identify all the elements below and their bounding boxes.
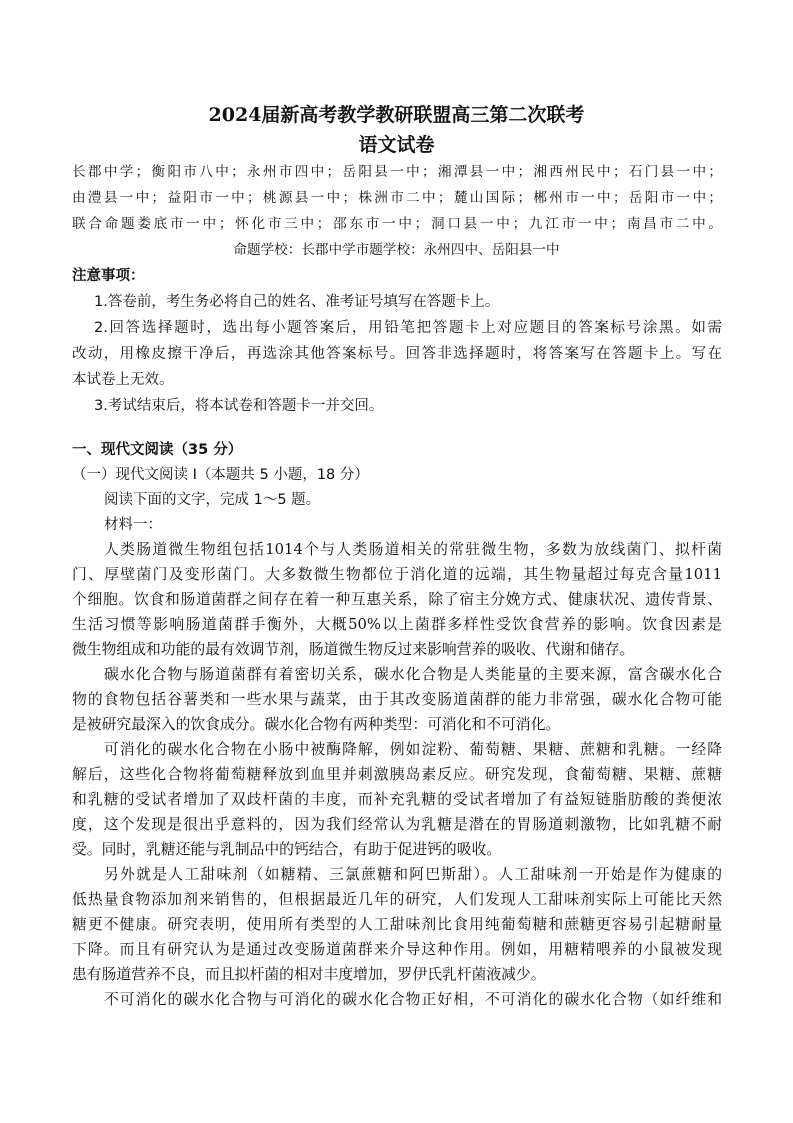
passage-line: 解后，这些化合物将葡萄糖释放到血里并刺激胰岛素反应。研究发现，食葡萄糖、果糖、蔗糖	[72, 766, 722, 783]
notice-item: 本试卷上无效。	[72, 372, 174, 388]
school-list-line: 长郡中学；衡阳市八中；永州市四中；岳阳县一中；湘潭县一中；湘西州民中；石门县一中；	[72, 164, 722, 180]
passage-line: 人类肠道微生物组包括1014个与人类肠道相关的常驻微生物，多数为放线菌门、拟杆菌	[104, 541, 722, 558]
section-subheading: （一）现代文阅读 I（本题共 5 小题，18 分）	[72, 467, 369, 483]
passage-line: 碳水化合物与肠道菌群有着密切关系，碳水化合物是人类能量的主要来源，富含碳水化合	[104, 666, 722, 683]
material-label: 材料一：	[104, 517, 162, 533]
school-list-line: 由澧县一中；益阳市一中；桃源县一中；株洲市二中；麓山国际；郴州市一中；岳阳市一中；	[72, 190, 722, 206]
reading-instruction: 阅读下面的文字，完成 1～5 题。	[104, 492, 321, 508]
passage-line: 度，这个发现是很出乎意料的，因为我们经常认为乳糖是潜在的胃肠道刺激物，比如乳糖不耐	[72, 816, 722, 833]
notice-heading: 注意事项：	[72, 268, 145, 284]
exam-subtitle: 语文试卷	[358, 134, 435, 156]
passage-line: 可消化的碳水化合物在小肠中被酶降解，例如淀粉、葡萄糖、果糖、蔗糖和乳糖。一经降	[104, 741, 722, 758]
passage-line: 微生物组成和功能的最有效调节剂，肠道微生物反过来影响营养的吸收、代谢和储存。	[72, 641, 635, 658]
notice-item: 3.考试结束后，将本试卷和答题卡一并交回。	[94, 398, 384, 414]
passage-line: 个细胞。饮食和肠道菌群之间存在着一种互惠关系，除了宿主分娩方式、健康状况、遗传背景、	[72, 591, 722, 608]
passage-line: 和乳糖的受试者增加了双歧杆菌的丰度，而补充乳糖的受试者增加了有益短链脂肪酸的粪便浓	[72, 791, 722, 808]
passage-line: 低热量食物添加剂来销售的，但根据最近几年的研究，人们发现人工甜味剂实际上可能比天然	[72, 891, 722, 908]
passage-line: 门、厚壁菌门及变形菌门。大多数微生物都位于消化道的远端，其生物量超过每克含量1011	[72, 566, 722, 583]
notice-item: 2.回答选择题时，选出每小题答案后，用铅笔把答题卡上对应题目的答案标号涂黑。如需	[94, 320, 722, 336]
passage-line: 是被研究最深入的饮食成分。碳水化合物有两种类型：可消化和不可消化。	[72, 716, 561, 733]
passage-line: 下降。而且有研究认为是通过改变肠道菌群来介导这种作用。例如，用糖精喂养的小鼠被发现	[72, 941, 722, 958]
passage-line: 糖更不健康。研究表明，使用所有类型的人工甜味剂比食用纯葡萄糖和蔗糖更容易引起糖耐量	[72, 916, 722, 933]
passage-line: 另外就是人工甜味剂（如糖精、三氯蔗糖和阿巴斯甜）。人工甜味剂一开始是作为健康的	[104, 866, 722, 883]
passage-line: 生活习惯等影响肠道菌群手衡外，大概50%以上菌群多样性受饮食营养的影响。饮食因素是	[72, 616, 722, 633]
exam-title: 2024届新高考教学教研联盟高三第二次联考	[208, 104, 585, 126]
passage-line: 物的食物包括谷薯类和一些水果与蔬菜，由于其改变肠道菌群的能力非常强，碳水化合物可能	[72, 691, 722, 708]
passage-line: 不可消化的碳水化合物与可消化的碳水化合物正好相，不可消化的碳水化合物（如纤维和	[104, 991, 722, 1008]
school-list-line: 联合命题娄底市一中；怀化市三中；邵东市一中；洞口县一中；九江市一中；南昌市二中。	[72, 216, 722, 232]
notice-item: 改动，用橡皮擦干净后，再选涂其他答案标号。回答非选择题时，将答案写在答题卡上。写在	[72, 346, 722, 362]
section-heading: 一、现代文阅读（35 分）	[72, 442, 243, 458]
passage-line: 受。同时，乳糖还能与乳制品中的钙结合，有助于促进钙的吸收。	[72, 841, 502, 858]
proposing-schools: 命题学校：长郡中学市题学校：永州四中、岳阳县一中	[233, 242, 560, 258]
passage-line: 患有肠道营养不良，而且拟杆菌的相对丰度增加，罗伊氏乳杆菌液减少。	[72, 966, 546, 983]
notice-item: 1.答卷前，考生务必将自己的姓名、准考证号填写在答题卡上。	[94, 294, 500, 310]
